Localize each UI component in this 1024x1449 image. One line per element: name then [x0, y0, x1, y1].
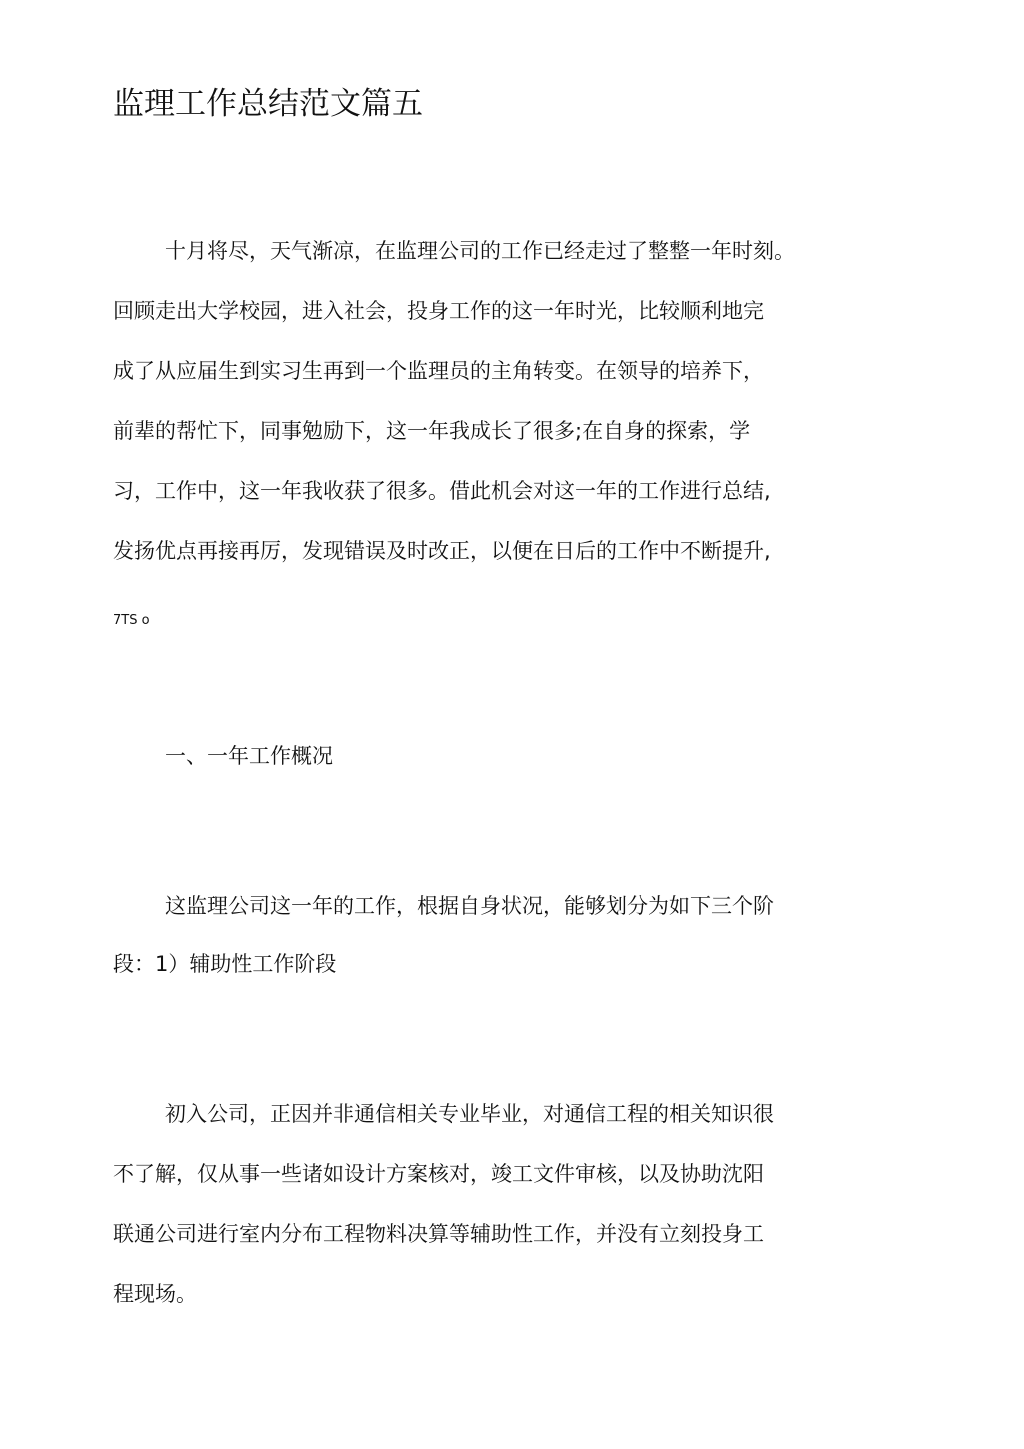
document-title: 监理工作总结范文篇五: [113, 86, 423, 122]
text-line: 初入公司，正因并非通信相关专业毕业，对通信工程的相关知识很: [165, 1102, 774, 1126]
text-line: 发扬优点再接再厉，发现错误及时改正，以便在日后的工作中不断提升,: [113, 539, 771, 563]
text-fragment: 7TS o: [113, 613, 150, 628]
text-line: 段：1）辅助性工作阶段: [113, 952, 337, 976]
text-line: 这监理公司这一年的工作，根据自身状况，能够划分为如下三个阶: [165, 894, 774, 918]
text-line: 不了解，仅从事一些诸如设计方案核对，竣工文件审核，以及协助沈阳: [113, 1162, 764, 1186]
text-line: 联通公司进行室内分布工程物料决算等辅助性工作，并没有立刻投身工: [113, 1222, 764, 1246]
section-heading: 一、一年工作概况: [165, 744, 333, 768]
text-line: 回顾走出大学校园，进入社会，投身工作的这一年时光，比较顺利地完: [113, 299, 764, 323]
text-line: 十月将尽，天气渐凉，在监理公司的工作已经走过了整整一年时刻。: [165, 239, 795, 263]
text-line: 前辈的帮忙下，同事勉励下，这一年我成长了很多;在自身的探索，学: [113, 419, 751, 443]
text-line: 程现场。: [113, 1282, 197, 1306]
text-line: 成了从应届生到实习生再到一个监理员的主角转变。在领导的培养下，: [113, 359, 764, 383]
text-line: 习，工作中，这一年我收获了很多。借此机会对这一年的工作进行总结,: [113, 479, 771, 503]
